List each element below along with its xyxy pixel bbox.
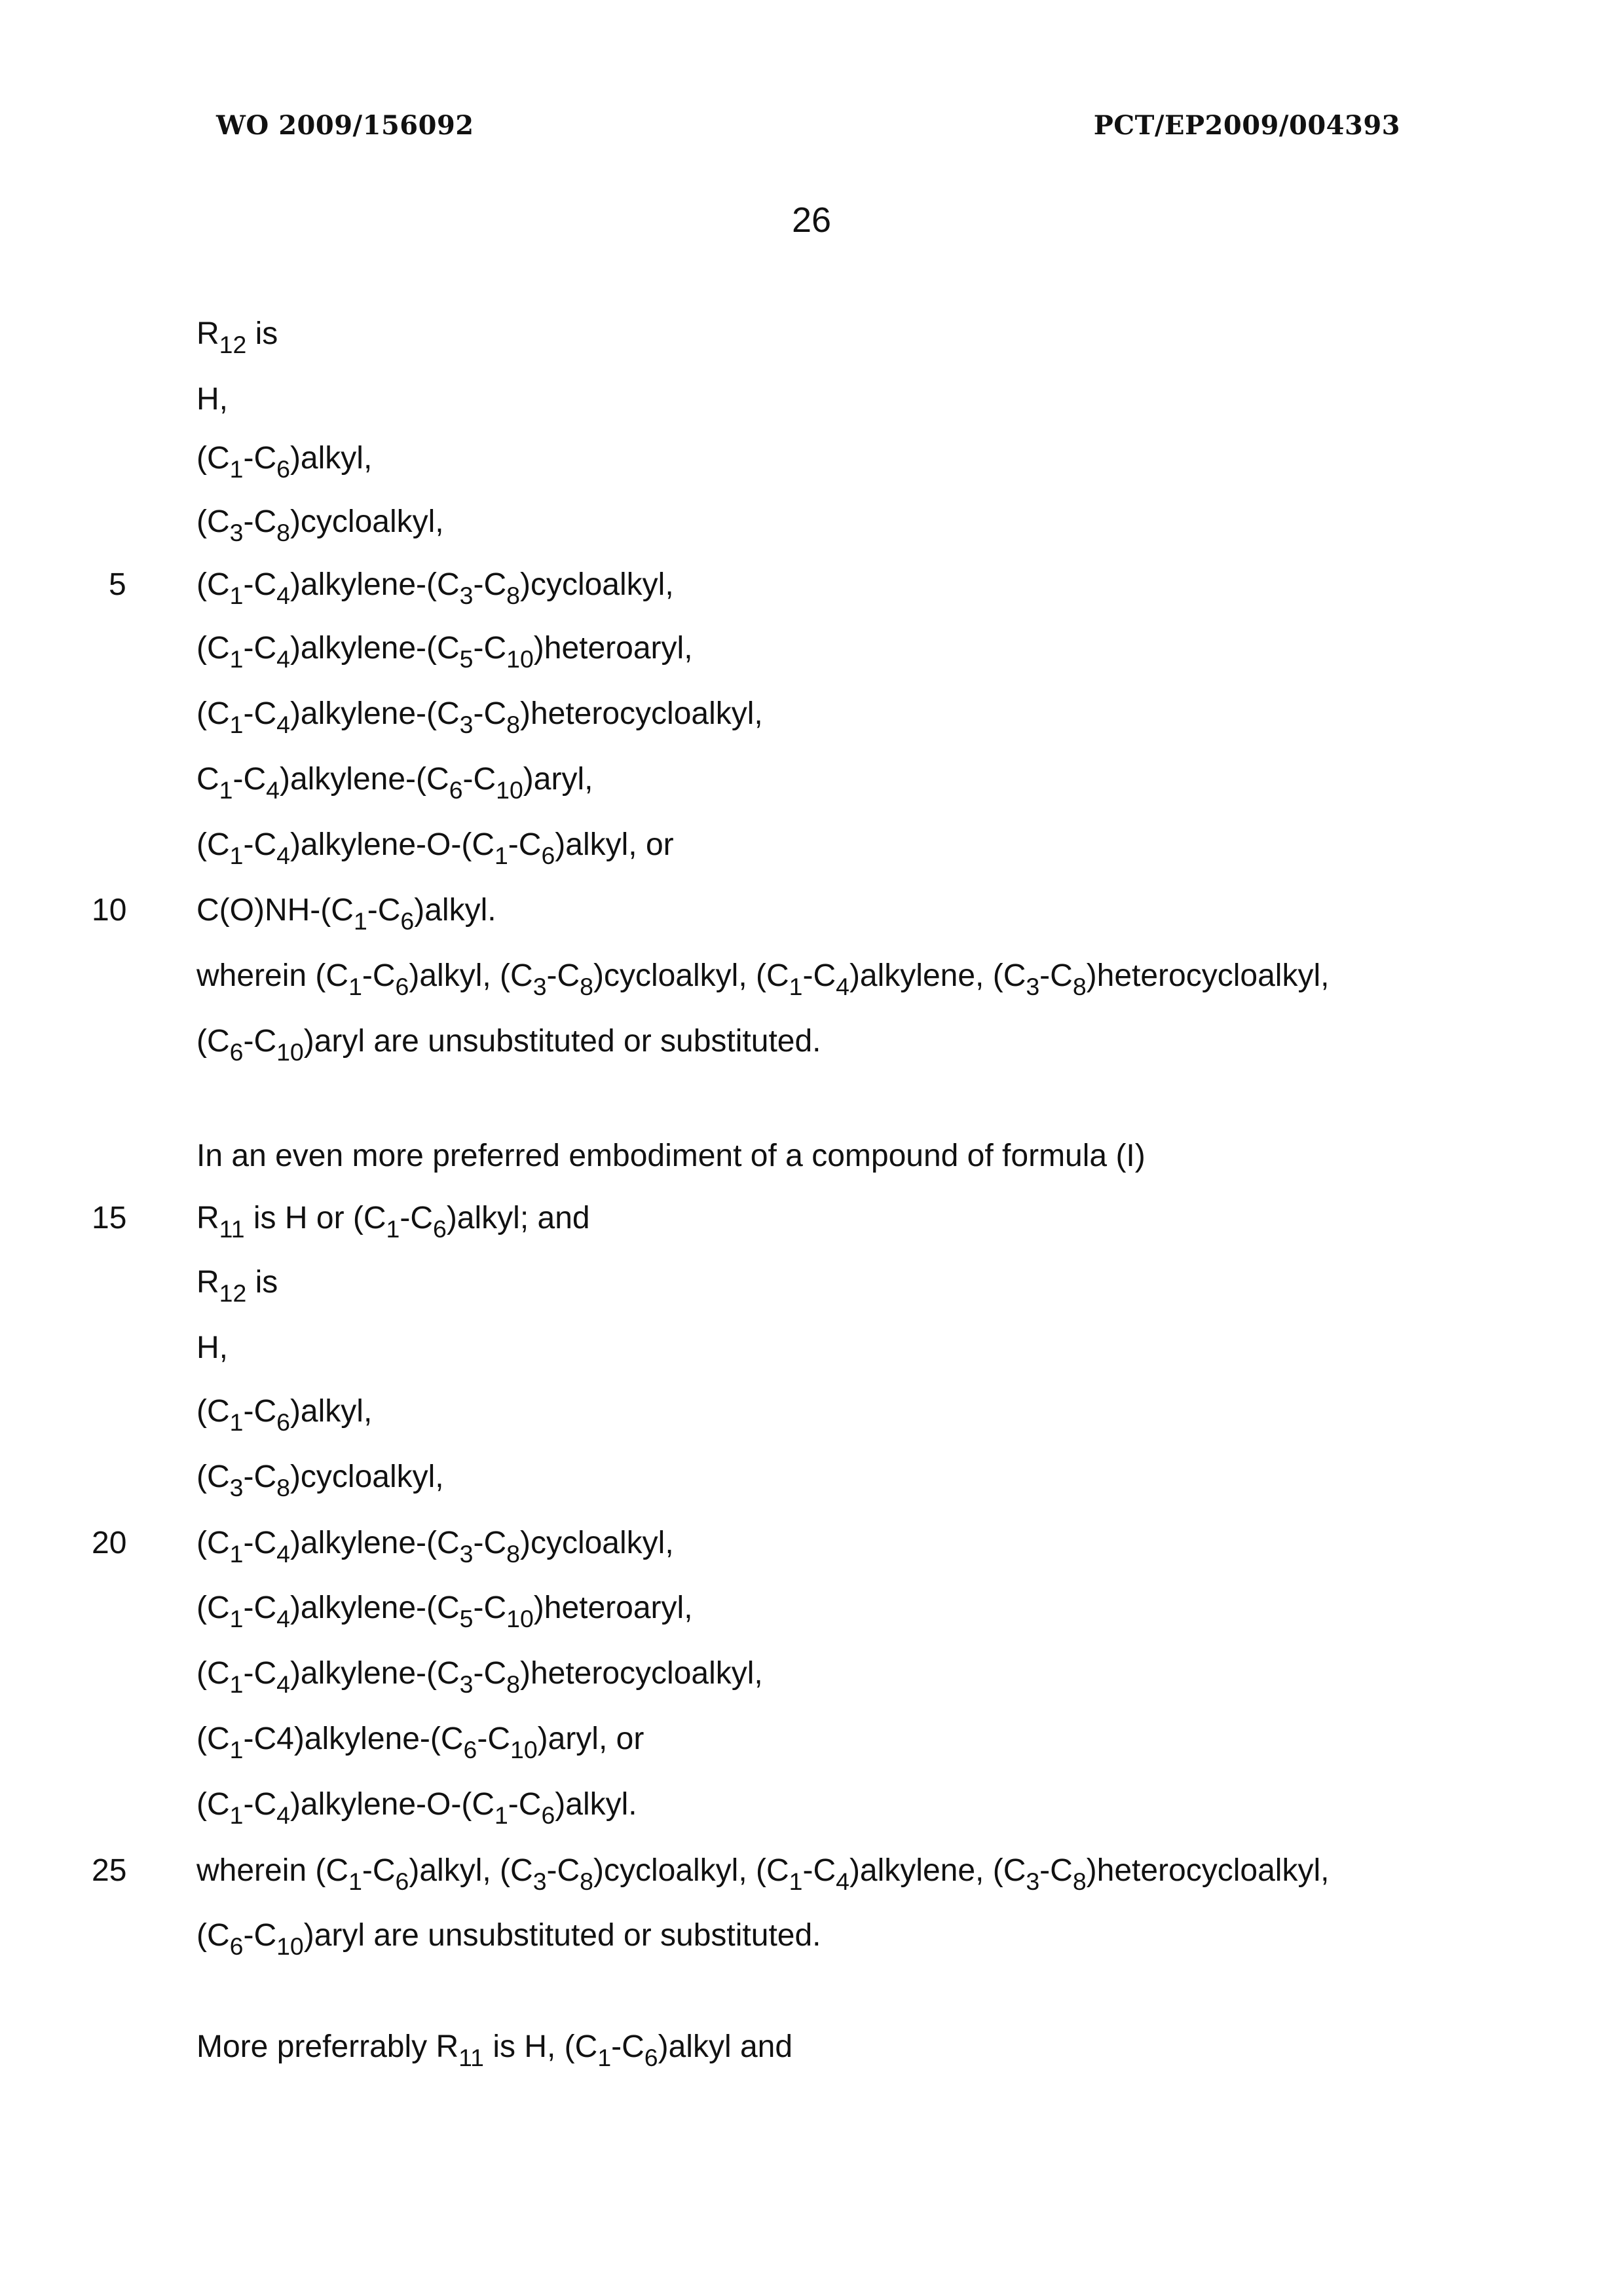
text-line: $(C_3-C_8)cycloalkyl$, — [196, 1459, 444, 1502]
text-line: $(C_1-C_4)alkylene-O-(C_1-C_6)alkyl$. — [196, 1787, 637, 1830]
page-number: 26 — [791, 200, 832, 240]
text-line: $C_1-C_4)alkylene-(C_6-C_{10})aryl$, — [196, 762, 593, 804]
text-line: $(C_1-C_4)alkylene-(C_3-C_8)heterocycloalkyl$, — [196, 696, 763, 739]
line-number-25: 25 — [92, 1853, 127, 1888]
text-line: $(C_1-C_6)alkyl$, — [196, 1394, 373, 1437]
line-number-10: 10 — [92, 893, 127, 928]
text-line: $(C_1-C_4)alkylene-(C_5-C_{10})heteroaryl$, — [196, 631, 693, 673]
text-line: $(C_3-C_8)cycloalkyl$, — [196, 504, 444, 547]
line-number-15: 15 — [92, 1201, 127, 1235]
text-line: $(C_1-C_4)alkylene-(C_5-C_{10})heteroaryl$, — [196, 1590, 693, 1633]
text-line: $(C_1-C_4)alkylene-(C_3-C_8)cycloalkyl$, — [196, 567, 674, 610]
text-line: $R_{12}$ is — [196, 1265, 278, 1308]
text-line: More preferrably $R_{11}$ is H, $(C_1-C_6)alkyl$ and — [196, 2029, 793, 2072]
text-line: $(C_6-C_{10})aryl$ are unsubstituted or substituted. — [196, 1918, 821, 1961]
text-line: H, — [196, 382, 228, 417]
text-line: H, — [196, 1330, 228, 1365]
application-number: PCT/EP2009/004393 — [1093, 110, 1400, 141]
text-line: wherein $(C_1-C_6)alkyl$, $(C_3-C_8)cycloalkyl$, $(C_1-C_4)alkylene$, $(C_3-C_8)heterocycloalkyl$, — [196, 958, 1330, 1001]
line-number-5: 5 — [109, 567, 126, 602]
text-line: $(C_1-C_4)alkylene-O-(C_1-C_6)alkyl$, or — [196, 827, 674, 870]
text-line: $(C_6-C_{10})aryl$ are unsubstituted or substituted. — [196, 1024, 821, 1066]
publication-number: WO 2009/156092 — [216, 110, 474, 141]
text-line: $R_{12}$ is — [196, 316, 278, 359]
line-number-20: 20 — [92, 1526, 127, 1560]
text-line: $(C_1-C_4)alkylene-(C_3-C_8)cycloalkyl$, — [196, 1526, 674, 1568]
text-line: $(C_1-C4)alkylene-(C_6-C_{10})aryl$, or — [196, 1722, 644, 1764]
text-line: $R_{11}$ is H or $(C_1-C_6)alkyl$; and — [196, 1201, 590, 1243]
text-line: $(C_1-C_4)alkylene-(C_3-C_8)heterocycloalkyl$, — [196, 1656, 763, 1699]
text-line: $(C_1-C_6)alkyl$, — [196, 441, 373, 483]
text-line: wherein $(C_1-C_6)alkyl$, $(C_3-C_8)cycloalkyl$, $(C_1-C_4)alkylene$, $(C_3-C_8)heterocycloalkyl$, — [196, 1853, 1330, 1896]
text-line: $C(O)NH-(C_1-C_6)alkyl$. — [196, 893, 496, 935]
text-line: In an even more preferred embodiment of a compound of formula (I) — [196, 1139, 1146, 1173]
